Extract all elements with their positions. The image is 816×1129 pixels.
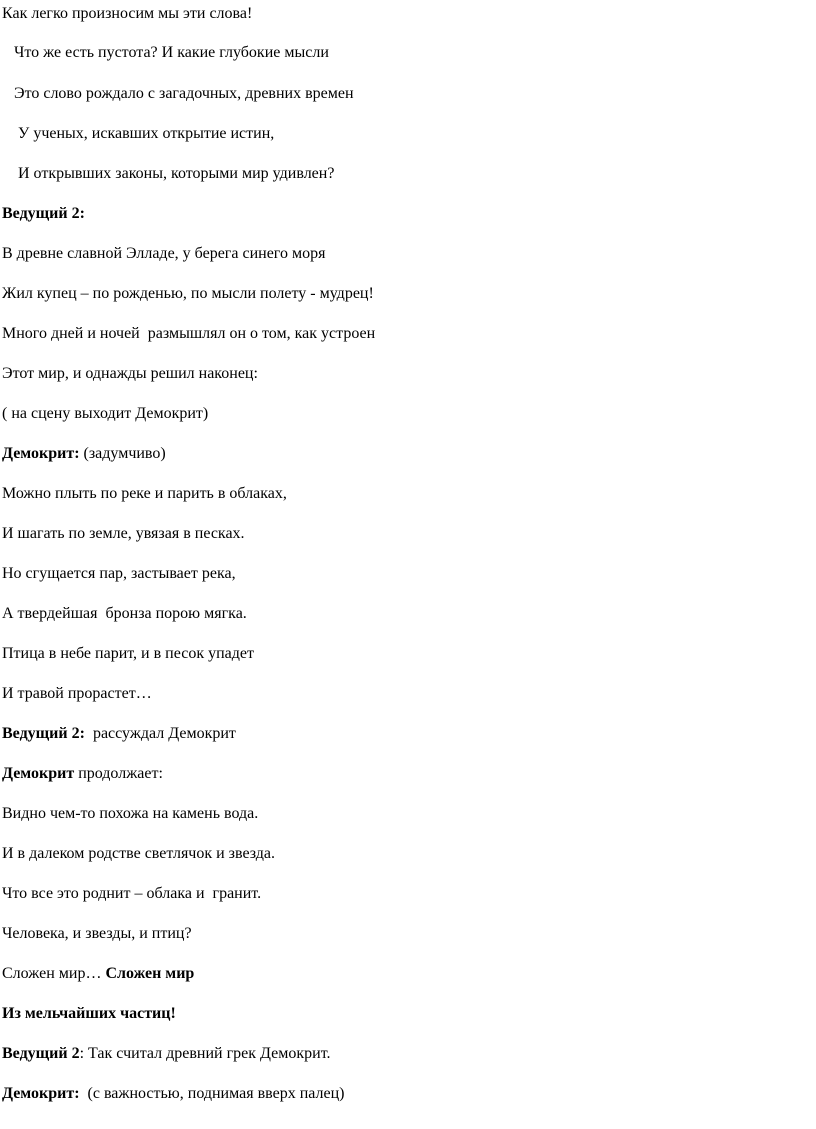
text-segment: И шагать по земле, увязая в песках. (2, 525, 245, 542)
text-line (2, 964, 194, 984)
text-segment: У ученых, искавших открытие истин, (2, 125, 275, 142)
text-segment: Жил купец – по рожденью, по мысли полету - мудрец! (2, 285, 374, 302)
text-segment: Человека, и звезды, и птиц? (2, 925, 192, 942)
text-line (2, 4, 252, 24)
text-segment: И в далеком родстве светлячок и звезда. (2, 845, 276, 862)
text-line (2, 884, 261, 904)
bold-text-segment: Ведущий 2 (2, 1045, 80, 1062)
text-line (2, 1084, 345, 1104)
text-segment: И травой прорастет… (2, 685, 152, 702)
text-line (2, 484, 287, 504)
text-line (2, 524, 245, 544)
text-line (2, 564, 236, 584)
text-segment: Что же есть пустота? И какие глубокие мысли (2, 44, 329, 61)
text-segment: рассуждал Демокрит (84, 725, 236, 742)
text-line (2, 284, 374, 304)
text-line (2, 324, 375, 344)
bold-text-segment: Ведущий 2: (2, 205, 85, 222)
text-segment: А твердейшая бронза порою мягка. (2, 605, 247, 622)
text-segment: Сложен мир… (2, 965, 106, 982)
text-segment: Много дней и ночей размышлял он о том, как устроен (2, 325, 376, 342)
bold-text-segment: Сложен мир (105, 965, 195, 982)
text-segment: Можно плыть по реке и парить в облаках, (2, 485, 287, 502)
text-segment: (задумчиво) (79, 445, 166, 462)
text-segment: Но сгущается пар, застывает река, (2, 565, 236, 582)
text-segment: ( на сцену выходит Демокрит) (2, 405, 209, 422)
text-line (2, 844, 275, 864)
text-line (2, 84, 354, 104)
text-segment: Как легко произносим мы эти слова! (2, 5, 253, 22)
text-line (2, 924, 192, 944)
bold-text-segment: Ведущий 2: (2, 725, 85, 742)
text-segment: продолжает: (74, 765, 163, 782)
text-line (2, 764, 163, 784)
bold-text-segment: Демокрит: (2, 445, 80, 462)
bold-text-segment: Демокрит (2, 765, 75, 782)
text-segment: : Так считал древний грек Демокрит. (79, 1045, 331, 1062)
text-line (2, 604, 247, 624)
text-segment: (с важностью, поднимая вверх палец) (79, 1085, 345, 1102)
text-line (2, 364, 258, 384)
bold-text-segment: Демокрит: (2, 1085, 80, 1102)
bold-text-segment: Из мельчайших частиц! (2, 1005, 176, 1022)
text-segment: Видно чем-то похожа на камень вода. (2, 805, 259, 822)
text-segment: Это слово рождало с загадочных, древних времен (2, 85, 354, 102)
text-line (2, 404, 208, 424)
text-line (2, 644, 254, 664)
text-segment: И открывших законы, которыми мир удивлен? (2, 165, 335, 182)
text-line (2, 684, 152, 704)
text-line (2, 244, 325, 264)
text-segment: Что все это роднит – облака и гранит. (2, 885, 262, 902)
text-line (2, 1004, 176, 1024)
text-line (2, 804, 258, 824)
text-line (2, 204, 85, 224)
text-segment: Этот мир, и однажды решил наконец: (2, 365, 258, 382)
text-line (2, 444, 166, 464)
text-line (2, 724, 236, 744)
text-segment: В древне славной Элладе, у берега синего моря (2, 245, 326, 262)
text-line (2, 124, 274, 144)
text-line (2, 43, 329, 63)
text-line (2, 164, 334, 184)
text-line (2, 1044, 331, 1064)
text-segment: Птица в небе парит, и в песок упадет (2, 645, 254, 662)
